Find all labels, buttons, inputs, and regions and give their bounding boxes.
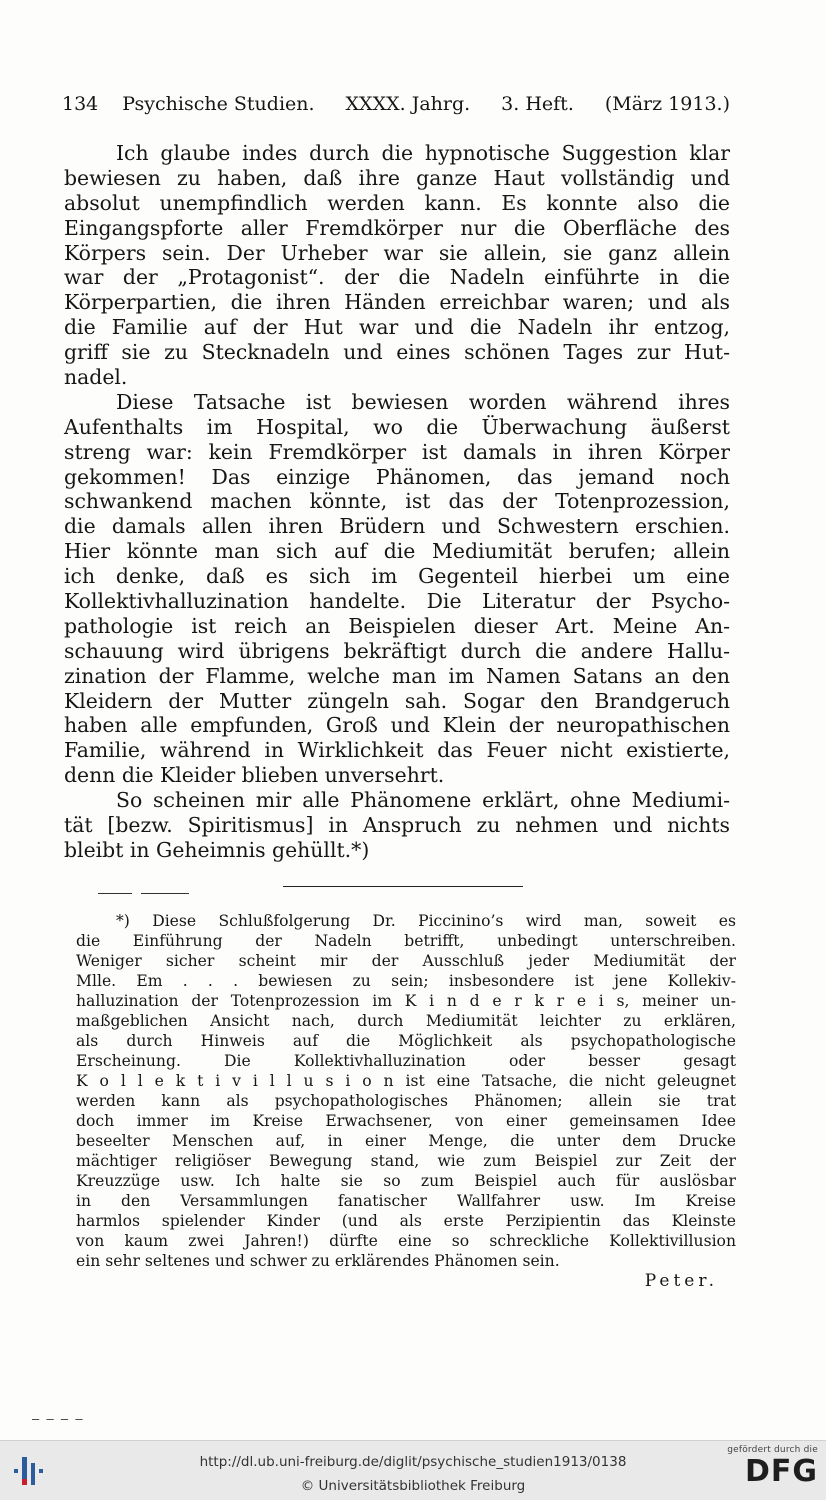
text-line: bewiesen zu haben, daß ihre ganze Haut vollständig und xyxy=(64,165,730,190)
footnote-line: von kaum zwei Jahren!) dürfte eine so schreckliche Kollektivillusion xyxy=(76,1232,736,1250)
volume-label: XXXX. Jahrg. xyxy=(345,93,471,115)
text-line: nadel. xyxy=(64,365,128,390)
footnote-line: Mlle. Em . . . bewiesen zu sein; insbesondere ist jene Kollekiv- xyxy=(76,972,736,990)
running-header xyxy=(62,93,730,115)
text-line: schauung wird übrigens bekräftigt durch die andere Hallu- xyxy=(64,638,730,663)
dfg-funding-logo xyxy=(722,1445,818,1497)
header-title xyxy=(122,93,730,115)
footnote-line: ein sehr seltenes und schwer zu erklärendes Phänomen sein. xyxy=(76,1252,560,1270)
text-line: haben alle empfunden, Groß und Klein der neuropathischen xyxy=(64,713,730,738)
issue-date: (März 1913.) xyxy=(604,93,730,115)
footnote-line: Kreuzzüge usw. Ich halte sie so zum Beispiel auch für auslösbar xyxy=(76,1172,736,1190)
footnote-line: K o l l e k t i v i l l u s i o n ist eine Tatsache, die nicht geleugnet xyxy=(76,1072,736,1090)
text-line: Kollektivhalluzination handelte. Die Literatur der Psycho- xyxy=(64,589,730,614)
footnote-line: werden kann als psychopathologisches Phänomen; allein sie trat xyxy=(76,1092,736,1110)
text-line: absolut unempfindlich werden kann. Es konnte also die xyxy=(64,190,730,215)
text-line: gekommen! Das einzige Phänomen, das jemand noch xyxy=(64,464,730,489)
footnote-line: als durch Hinweis auf die Möglichkeit als psychopathologische xyxy=(76,1032,736,1050)
text-line: Familie, während in Wirklichkeit das Feuer nicht existierte, xyxy=(64,738,730,763)
footnote-rule-stub xyxy=(141,893,189,894)
issue-label: 3. Heft. xyxy=(501,93,574,115)
section-divider xyxy=(283,886,523,887)
text-line: Diese Tatsache ist bewiesen worden während ihres xyxy=(116,389,730,414)
text-line: tät [bezw. Spiritismus] in Anspruch zu nehmen und nichts xyxy=(64,813,730,838)
text-line: Körperpartien, die ihren Händen erreichbar waren; und als xyxy=(64,290,730,315)
viewer-footer xyxy=(0,1440,826,1500)
text-line: Eingangspforte aller Fremdkörper nur die Oberfläche des xyxy=(64,215,730,240)
journal-name: Psychische Studien. xyxy=(122,93,315,115)
text-line: die Familie auf der Hut war und die Nadeln ihr entzog, xyxy=(64,315,730,340)
text-line: streng war: kein Fremdkörper ist damals in ihren Körper xyxy=(64,439,730,464)
footnote-line: *) Diese Schlußfolgerung Dr. Piccinino’s wird man, soweit es xyxy=(116,912,736,930)
text-line: pathologie ist reich an Beispielen dieser Art. Meine An- xyxy=(64,613,730,638)
body-text xyxy=(64,141,730,863)
footnote-line: mächtiger religiöser Bewegung stand, wie zum Beispiel zur Zeit der xyxy=(76,1152,736,1170)
text-line: Hier könnte man sich auf die Mediumität berufen; allein xyxy=(64,539,730,564)
text-line: zination der Flamme, welche man im Namen Satans an den xyxy=(64,663,730,688)
footnote-line: in den Versammlungen fanatischer Wallfahrer usw. Im Kreise xyxy=(76,1192,736,1210)
text-line: schwankend machen könnte, ist das der Totenprozession, xyxy=(64,489,730,514)
text-line: So scheinen mir alle Phänomene erklärt, ohne Mediumi- xyxy=(116,788,730,813)
footnote-rule-stub xyxy=(98,893,132,894)
text-line: ich denke, daß es sich im Gegenteil hierbei um eine xyxy=(64,564,730,589)
dfg-logo-icon: DFG xyxy=(744,1454,818,1489)
footnote-line: Erscheinung. Die Kollektivhalluzination oder besser gesagt xyxy=(76,1052,736,1070)
text-line: denn die Kleider blieben unversehrt. xyxy=(64,763,445,788)
text-line: Körpers sein. Der Urheber war sie allein, sie ganz allein xyxy=(64,240,730,265)
permalink[interactable]: http://dl.ub.uni-freiburg.de/diglit/psychische_studien1913/0138 xyxy=(199,1454,627,1470)
copyright-notice: © Universitätsbibliothek Freiburg xyxy=(300,1478,526,1494)
crop-marks: — — — — xyxy=(32,1412,83,1426)
text-line: die damals allen ihren Brüdern und Schwestern erschien. xyxy=(64,514,730,539)
footnote-line: Weniger sicher scheint mir der Ausschluß jeder Mediumität der xyxy=(76,952,736,970)
text-line: Kleidern der Mutter züngeln sah. Sogar den Brandgeruch xyxy=(64,688,730,713)
text-line: war der „Protagonist“. der die Nadeln einführte in die xyxy=(64,265,730,290)
footnote-line: beseelter Menschen auf, in einer Menge, die unter dem Drucke xyxy=(76,1132,736,1150)
footnote-line: harmlos spielender Kinder (und als erste Perzipientin das Kleinste xyxy=(76,1212,736,1230)
text-line: griff sie zu Stecknadeln und eines schönen Tages zur Hut- xyxy=(64,340,730,365)
footnote-line: doch immer im Kreise Erwachsener, von einer gemeinsamen Idee xyxy=(76,1112,736,1130)
text-line: bleibt in Geheimnis gehüllt.*) xyxy=(64,837,370,862)
page-number: 134 xyxy=(62,93,99,115)
footnote-signature: Peter. xyxy=(644,1271,718,1291)
footnote xyxy=(76,911,736,1271)
footnote-line: halluzination der Totenprozession im K i n d e r k r e i s, meiner un- xyxy=(76,992,736,1010)
text-line: Aufenthalts im Hospital, wo die Überwachung äußerst xyxy=(64,414,730,439)
funding-label: gefördert durch die xyxy=(727,1445,818,1455)
text-line: Ich glaube indes durch die hypnotische Suggestion klar xyxy=(116,141,730,165)
footnote-line: maßgeblichen Ansicht nach, durch Mediumität leichter zu erklären, xyxy=(76,1012,736,1030)
footnote-line: die Einführung der Nadeln betrifft, unbedingt unterschreiben. xyxy=(76,932,736,950)
